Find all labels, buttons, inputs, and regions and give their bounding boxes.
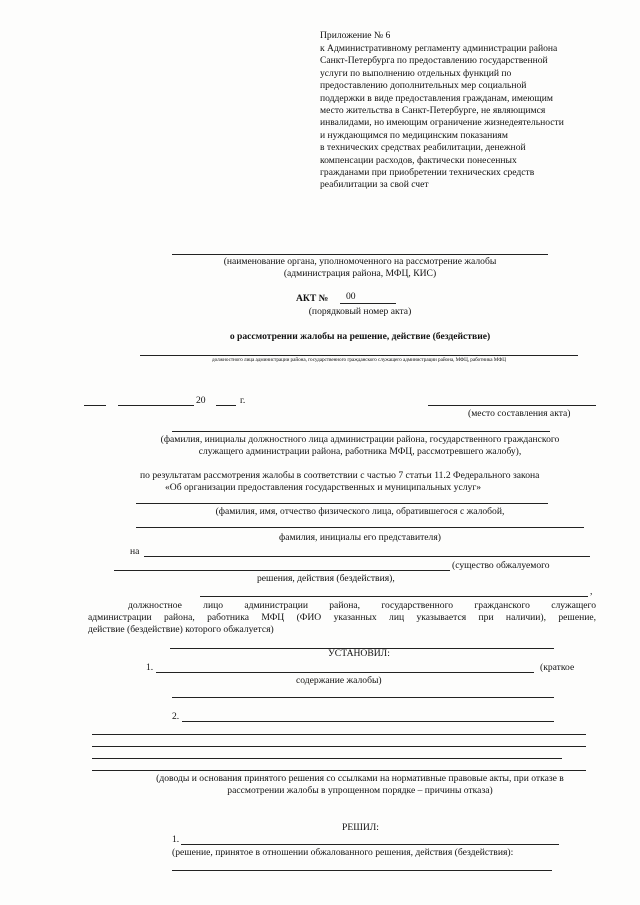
appeal-essence-caption: (существо обжалуемого [452, 560, 550, 571]
established-item-1-line[interactable] [156, 672, 534, 673]
appendix-line: в технических средствах реабилитации, денежной [320, 142, 526, 154]
act-number-caption: (порядковый номер акта) [308, 306, 412, 317]
established-item-1-number: 1. [146, 662, 154, 673]
reviewer-caption-cont: служащего администрации района, работника МФЦ, рассмотревшего жалобу), [198, 446, 522, 457]
appeal-official-line[interactable] [200, 596, 588, 597]
established-summary-caption: содержание жалобы) [296, 675, 382, 686]
reviewer-caption: (фамилия, инициалы должностного лица администрации района, государственного гражданского [160, 434, 560, 445]
appeal-text-1: должностное лицо администрации района, государственного гражданского служащего [128, 600, 596, 611]
act-number-line[interactable] [340, 303, 396, 304]
official-caption: должностного лица администрации района, государственного гражданского служащего администрации района, МФЦ, работника МФЦ [212, 357, 506, 363]
organ-name-line[interactable] [172, 254, 548, 255]
date-year-prefix: 20 [196, 395, 206, 406]
established-item-2-line[interactable] [182, 721, 554, 722]
date-year-line[interactable] [216, 405, 236, 406]
applicant-line[interactable] [136, 503, 548, 504]
organ-caption: (наименование органа, уполномоченного на рассмотрение жалобы [223, 256, 497, 267]
decided-item-1-line[interactable] [181, 844, 559, 845]
established-brief: (краткое [540, 662, 575, 673]
appendix-line: поддержки в виде предоставления гражданам, имеющим [320, 92, 553, 104]
basis-law: «Об организации предоставления государственных и муниципальных услуг» [165, 482, 482, 493]
place-line[interactable] [428, 405, 596, 406]
date-year-suffix: г. [240, 395, 246, 406]
appeal-text-3: действие (бездействие) которого обжалуется) [88, 624, 274, 635]
act-number: 00 [346, 291, 356, 302]
established-heading: УСТАНОВИЛ: [328, 648, 390, 659]
official-line[interactable] [140, 355, 578, 356]
appendix-line: и нуждающимся по медицинским показаниям [320, 129, 508, 141]
appendix-line: Санкт-Петербурга по предоставлению государственной [320, 55, 548, 67]
appendix-title: Приложение № 6 [320, 30, 391, 41]
established-line-e[interactable] [92, 770, 586, 771]
decided-item-1-number: 1. [172, 834, 180, 845]
act-subject: о рассмотрении жалобы на решение, действие (бездействие) [229, 331, 491, 342]
place-caption: (место составления акта) [468, 408, 571, 419]
reasons-caption-cont: рассмотрении жалобы в упрощенном порядке – причины отказа) [227, 785, 493, 796]
appeal-decision-caption: решения, действия (бездействия), [257, 573, 395, 584]
reviewer-line[interactable] [172, 431, 550, 432]
appendix-line: инвалидами, но имеющим ограничение жизнедеятельности [320, 117, 564, 129]
appendix-line: гражданами при приобретении технических средств [320, 167, 535, 179]
established-line-b[interactable] [92, 734, 586, 735]
appendix-line: реабилитации за свой счет [320, 179, 429, 191]
date-day-line[interactable] [84, 405, 106, 406]
established-line-c[interactable] [92, 746, 586, 747]
act-label: АКТ № [296, 293, 329, 304]
appendix-line: услуги по выполнению отдельных функций по [320, 67, 512, 79]
decided-caption: (решение, принятое в отношении обжалованного решения, действия (бездействия): [172, 847, 514, 858]
established-line-a[interactable] [172, 697, 554, 698]
appendix-line: предоставлению дополнительных мер социальной [320, 80, 527, 92]
appendix-line: к Административному регламенту администрации района [320, 43, 558, 54]
appeal-text-2: администрации района, работника МФЦ (ФИО указанных лиц указывается при наличии), решение, [88, 612, 596, 623]
appeal-comma: , [590, 586, 593, 597]
applicant-caption: (фамилия, имя, отчество физического лица, обратившегося с жалобой, [215, 506, 505, 517]
representative-line[interactable] [136, 527, 584, 528]
organ-caption-examples: (администрация района, МФЦ, КИС) [283, 268, 437, 279]
representative-caption: фамилия, инициалы его представителя) [279, 532, 441, 543]
established-item-2-number: 2. [172, 711, 180, 722]
appeal-line[interactable] [144, 556, 590, 557]
appendix-line: место жительства в Санкт-Петербурге, не являющимся [320, 105, 546, 117]
established-line-d[interactable] [92, 758, 562, 759]
decided-heading: РЕШИЛ: [342, 822, 379, 833]
basis-text: по результатам рассмотрения жалобы в соответствии с частью 7 статьи 11.2 Федерального закона [140, 470, 540, 481]
appeal-prefix: на [130, 546, 140, 557]
appendix-line: компенсации расходов, фактически понесенных [320, 154, 517, 166]
appeal-essence-line[interactable] [114, 570, 450, 571]
appendix-text [320, 43, 564, 192]
date-month-line[interactable] [118, 405, 194, 406]
decided-line[interactable] [172, 870, 552, 871]
reasons-caption: (доводы и основания принятого решения со ссылками на нормативные правовые акты, при отказе в [156, 773, 564, 784]
